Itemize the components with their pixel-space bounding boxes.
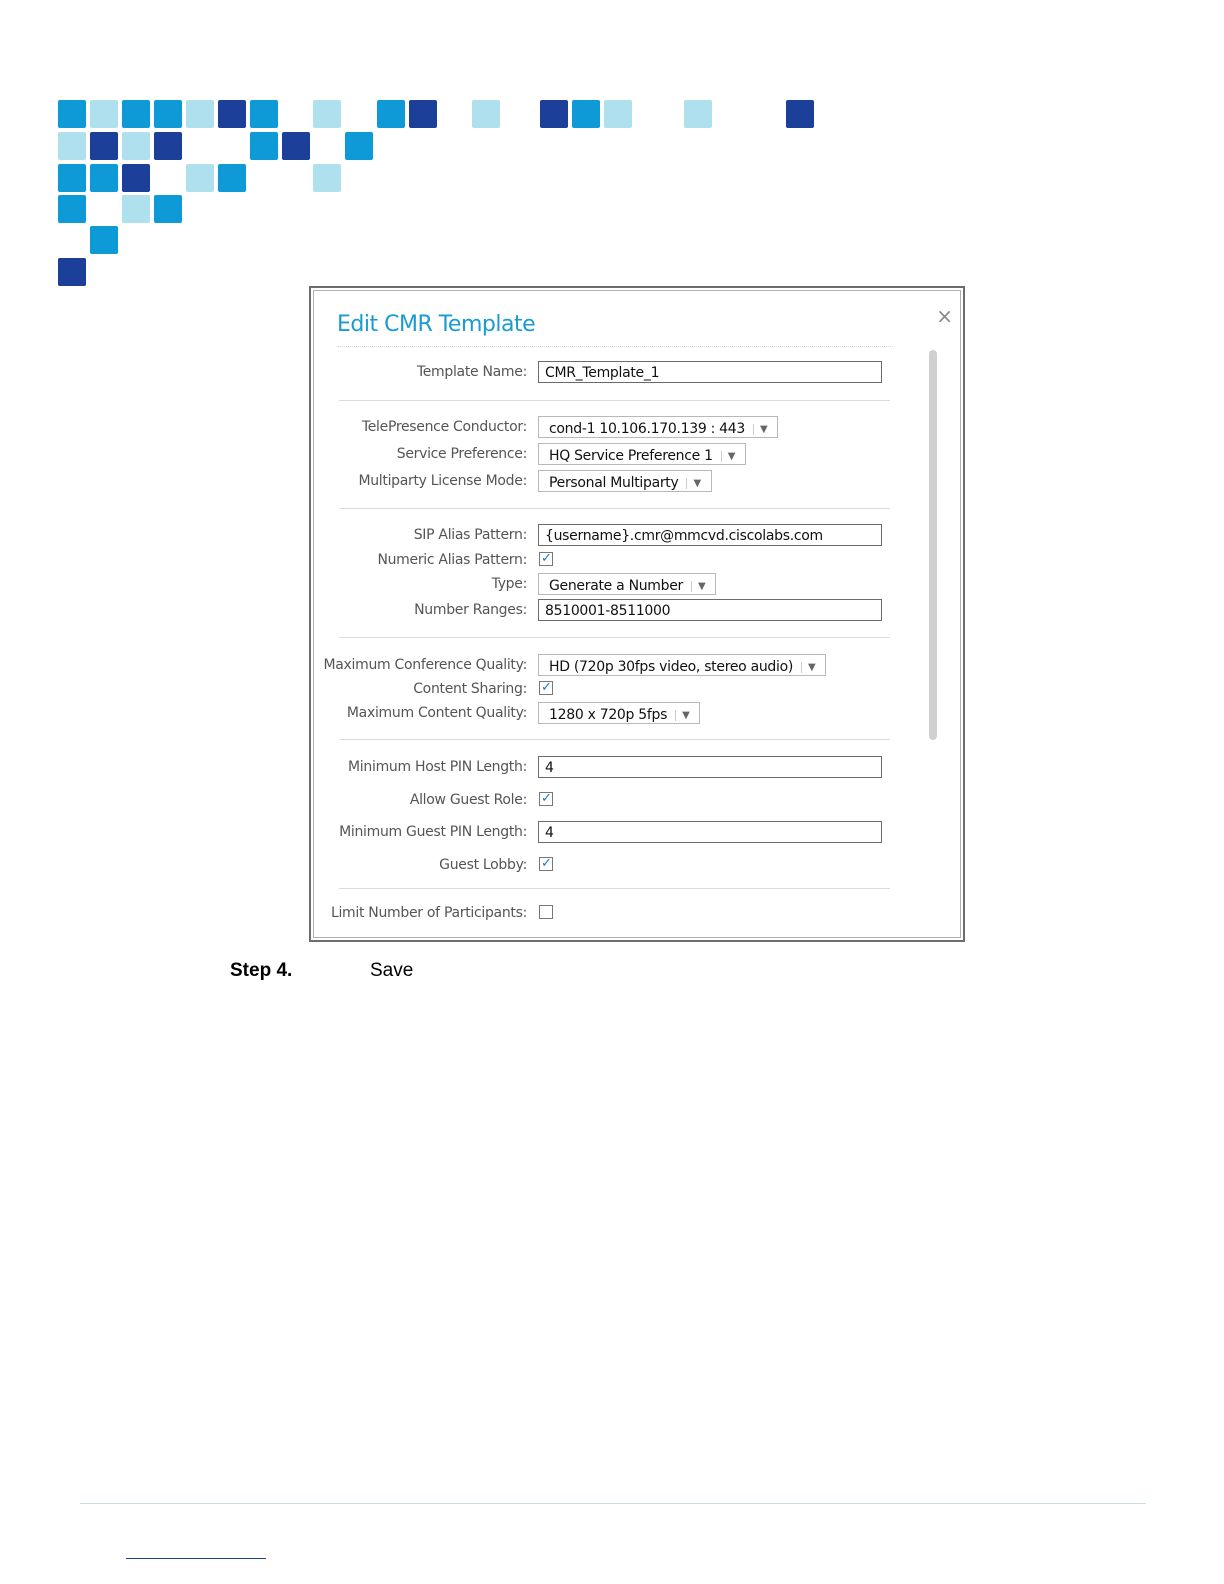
license-mode-select[interactable]	[538, 470, 712, 492]
service-preference-value: HQ Service Preference 1	[549, 448, 713, 464]
allow-guest-role-checkbox[interactable]	[539, 792, 553, 806]
row-conductor	[311, 416, 911, 440]
header-tile-pattern	[0, 0, 900, 300]
tile	[58, 100, 86, 128]
tile	[540, 100, 568, 128]
row-type	[311, 573, 911, 597]
limit-participants-checkbox[interactable]	[539, 905, 553, 919]
title-divider	[337, 346, 893, 347]
sip-alias-input[interactable]: {username}.cmr@mmcvd.ciscolabs.com	[538, 524, 882, 546]
conductor-select[interactable]	[538, 416, 778, 438]
tile	[58, 164, 86, 192]
tile	[684, 100, 712, 128]
service-preference-select[interactable]	[538, 443, 746, 465]
tile	[786, 100, 814, 128]
max-conference-quality-value: HD (720p 30fps video, stereo audio)	[549, 659, 794, 675]
close-icon[interactable]: ×	[936, 304, 953, 328]
row-number-ranges	[311, 599, 911, 623]
row-limit-participants	[311, 902, 911, 926]
scrollbar[interactable]	[929, 350, 937, 740]
tile	[313, 100, 341, 128]
chevron-down-icon: ▼	[686, 478, 700, 489]
tile	[58, 258, 86, 286]
chevron-down-icon: ▼	[675, 710, 689, 721]
limit-participants-label: Limit Number of Participants:	[330, 905, 527, 921]
checkmark-icon: ✓	[541, 679, 552, 694]
chevron-down-icon: ▼	[753, 424, 767, 435]
max-conference-quality-label: Maximum Conference Quality:	[323, 657, 527, 673]
step-text: Save	[370, 960, 414, 981]
checkmark-icon: ✓	[541, 550, 552, 565]
max-content-quality-label: Maximum Content Quality:	[346, 705, 527, 721]
tile	[154, 195, 182, 223]
row-min-host-pin	[311, 756, 911, 780]
tile	[345, 132, 373, 160]
min-host-pin-input[interactable]: 4	[538, 756, 882, 778]
checkmark-icon: ✓	[541, 855, 552, 870]
min-guest-pin-input[interactable]: 4	[538, 821, 882, 843]
min-guest-pin-label: Minimum Guest PIN Length:	[339, 824, 527, 840]
row-sip-alias	[311, 524, 911, 548]
type-label: Type:	[491, 576, 527, 592]
tile	[58, 195, 86, 223]
tile	[58, 132, 86, 160]
tile	[250, 132, 278, 160]
guest-lobby-checkbox[interactable]	[539, 857, 553, 871]
chevron-down-icon: ▼	[721, 451, 735, 462]
row-max-content-quality	[311, 702, 911, 726]
tile	[90, 100, 118, 128]
tile	[409, 100, 437, 128]
row-numeric-alias	[311, 549, 911, 573]
footer-link-underline	[126, 1558, 266, 1559]
tile	[472, 100, 500, 128]
row-template-name	[311, 361, 911, 385]
tile	[377, 100, 405, 128]
row-allow-guest-role	[311, 789, 911, 813]
tile	[154, 100, 182, 128]
chevron-down-icon: ▼	[801, 662, 815, 673]
template-name-label: Template Name:	[416, 364, 527, 380]
tile	[282, 132, 310, 160]
section-divider	[339, 739, 890, 740]
tile	[122, 100, 150, 128]
row-service-preference	[311, 443, 911, 467]
license-mode-value: Personal Multiparty	[549, 475, 679, 491]
tile	[122, 164, 150, 192]
tile	[572, 100, 600, 128]
content-sharing-label: Content Sharing:	[413, 681, 527, 697]
checkmark-icon: ✓	[541, 790, 552, 805]
type-value: Generate a Number	[549, 578, 684, 594]
section-divider	[339, 508, 890, 509]
conductor-value: cond-1 10.106.170.139 : 443	[549, 421, 746, 437]
row-license-mode	[311, 470, 911, 494]
template-name-input[interactable]: CMR_Template_1	[538, 361, 882, 383]
row-min-guest-pin	[311, 821, 911, 845]
row-guest-lobby	[311, 854, 911, 878]
type-select[interactable]	[538, 573, 716, 595]
tile	[90, 226, 118, 254]
row-content-sharing	[311, 678, 911, 702]
tile	[250, 100, 278, 128]
step-number	[230, 960, 292, 982]
tile	[604, 100, 632, 128]
tile	[186, 164, 214, 192]
max-content-quality-value: 1280 x 720p 5fps	[549, 707, 668, 723]
tile	[90, 164, 118, 192]
conductor-label: TelePresence Conductor:	[361, 419, 527, 435]
tile	[218, 100, 246, 128]
section-divider	[339, 637, 890, 638]
license-mode-label: Multiparty License Mode:	[358, 473, 527, 489]
dialog-title: Edit CMR Template	[337, 312, 536, 337]
tile	[90, 132, 118, 160]
tile	[154, 132, 182, 160]
allow-guest-role-label: Allow Guest Role:	[409, 792, 527, 808]
tile	[218, 164, 246, 192]
tile	[313, 164, 341, 192]
chevron-down-icon: ▼	[691, 581, 705, 592]
service-preference-label: Service Preference:	[396, 446, 527, 462]
section-divider	[339, 888, 890, 889]
numeric-alias-label: Numeric Alias Pattern:	[377, 552, 527, 568]
edit-cmr-template-dialog	[309, 286, 965, 942]
max-conference-quality-select[interactable]	[538, 654, 826, 676]
tile	[122, 195, 150, 223]
step-number-text: Step 4.	[230, 960, 293, 981]
footer-divider	[80, 1503, 1146, 1504]
numeric-alias-checkbox[interactable]	[539, 552, 553, 566]
row-max-conference-quality	[311, 654, 911, 678]
tile	[122, 132, 150, 160]
guest-lobby-label: Guest Lobby:	[439, 857, 527, 873]
section-divider	[339, 400, 890, 401]
sip-alias-label: SIP Alias Pattern:	[413, 527, 527, 543]
tile	[186, 100, 214, 128]
max-content-quality-select[interactable]	[538, 702, 700, 724]
content-sharing-checkbox[interactable]	[539, 681, 553, 695]
number-ranges-label: Number Ranges:	[414, 602, 527, 618]
number-ranges-input[interactable]: 8510001-8511000	[538, 599, 882, 621]
min-host-pin-label: Minimum Host PIN Length:	[348, 759, 527, 775]
